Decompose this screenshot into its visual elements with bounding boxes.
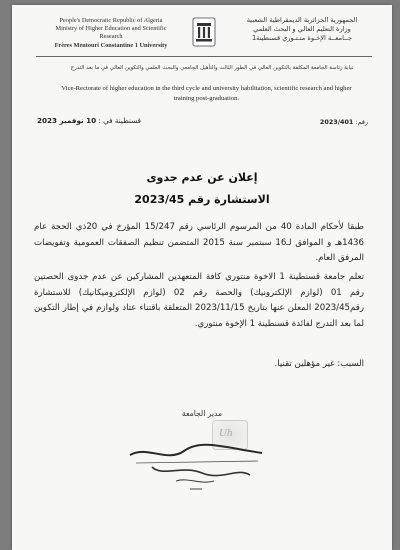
date-block — [37, 116, 167, 125]
reference-block — [258, 118, 368, 126]
reference-value: 2023/401 — [319, 118, 354, 126]
header-ar-line: جــامعــة الإخـوة منـتـوري قسنطينة1 — [251, 34, 353, 42]
director-title: مدير الجامعة — [181, 409, 223, 418]
announcement-paragraph: تعلم جامعة قسنطينة 1 الاخوة منتوري كافة المتعهدين المشاركين عن عدم جدوى الحصتين رقم 01 (لوازم الإلكترونيك) والحصة رقم 02 (لوازم الإلكتروميكانيك) للاستشارة رقم2023/45 المعلن عنها بتاريخ 2023/11/15 المتعلقة باقتناء عتاد ولوازم في إطار التكوين لما بعد التدرج لفائدة قسنطينة 1 الإخوة منتوري. — [34, 272, 364, 329]
reference-label: رقم: — [355, 118, 368, 126]
header-en-line: People's Democratic Republic of Algeria — [59, 17, 163, 24]
document-page — [12, 5, 392, 550]
header-ar-line: وزارة التعليم العالي و البحث العلمي — [253, 25, 351, 33]
announcement-title: إعلان عن عدم جدوى — [146, 171, 258, 184]
sub-directorate-line: نيابة رئاسة الجامعة المكلفة بالتكوين العالي في الطور الثالث والتأهيل الجامعي والبحث العلمي والتكوين العالي في ما بعد التدرج — [70, 65, 354, 71]
signature-stamp-image — [122, 437, 272, 497]
header-en-line: Ministry of Higher Education and Scientific — [55, 25, 167, 33]
date-value: 10 نوفمبر 2023 — [37, 116, 97, 125]
header-ar-line: الجمهورية الجزائرية الديمقراطية الشعبية — [246, 16, 358, 24]
date-label: قسنطينة في : — [98, 116, 141, 125]
header-en-line: Frères Mentouri Constantine 1 University — [54, 41, 168, 49]
university-logo — [192, 17, 216, 47]
vice-rectorate-english: Vice-Rectorate of higher education in the third cycle and university habilitation, scientific research and higher training post-graduation. — [61, 85, 352, 102]
header-arabic — [232, 16, 372, 43]
legal-basis-paragraph: طبقا لأحكام المادة 40 من المرسوم الرئاسي رقم 15/247 المؤرخ في 20ذي الحجة عام 1436هـ و الموافق لـ16 سبتمبر سنة 2015 المتضمن تنظيم الصفقات العمومية وتفويضات المرفق العام. — [34, 222, 365, 263]
header-en-line: Research — [99, 33, 123, 41]
header-english — [36, 17, 186, 50]
reason-line: السبب: غير مؤهلين تقنيا. — [274, 359, 364, 369]
header-divider — [36, 56, 372, 57]
watermark-stamp: Uh — [212, 420, 248, 450]
consultation-number-title: الاستشارة رقم 2023/45 — [134, 193, 270, 206]
